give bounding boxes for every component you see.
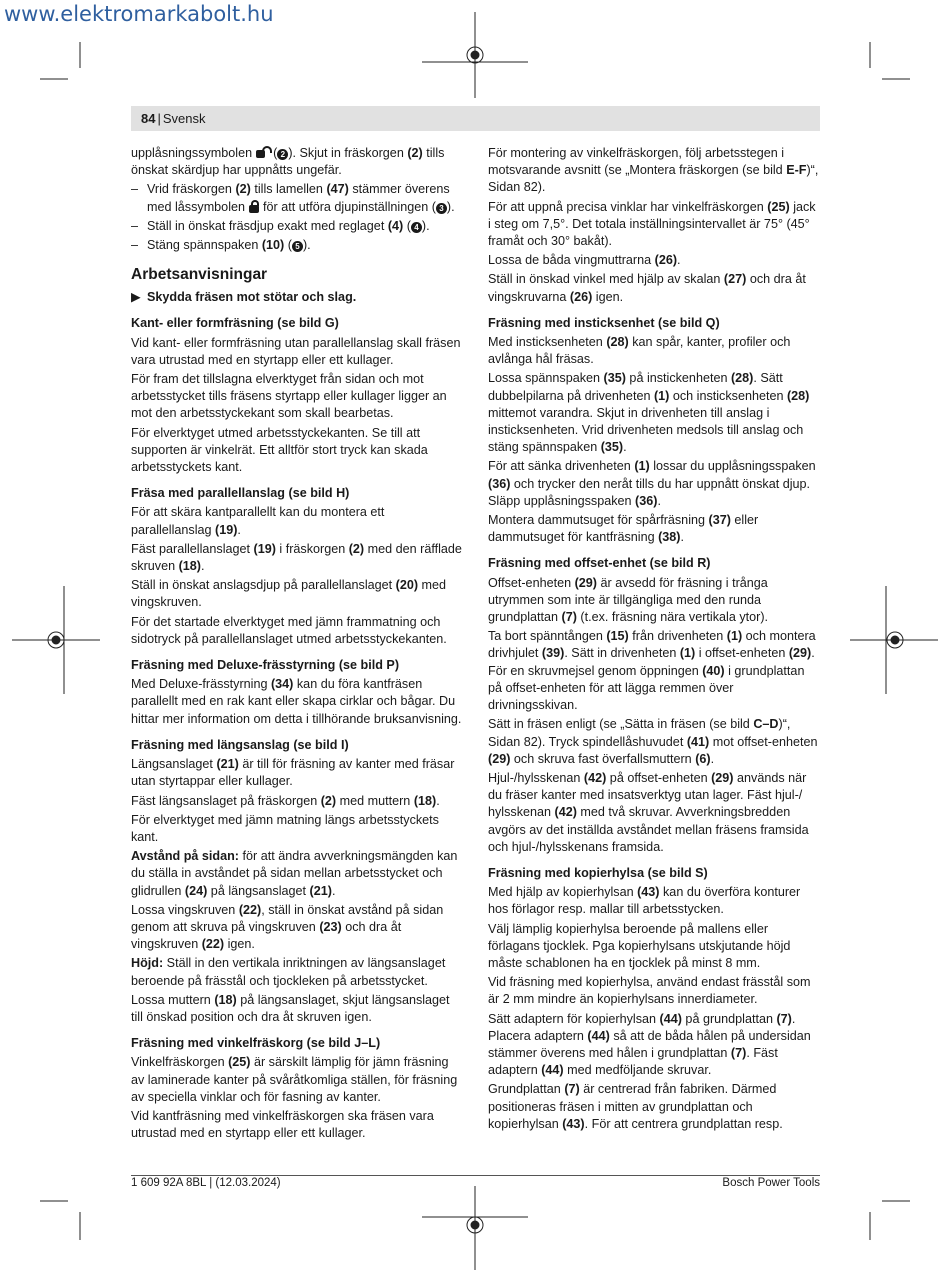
header-separator: | <box>157 111 161 126</box>
registration-mark-icon <box>850 586 938 694</box>
registration-mark-icon <box>12 586 100 694</box>
paragraph: Lossa spännspaken (35) på instickenheten (28). Sätt dubbelpilarna på drivenheten (1) och insticksenheten (28) mittemot varandra. Skjut in drivenheten till anslag i insticksenheten. Vrid drivenheten medsols till anslag och stäng spännspaken (35). <box>488 371 810 455</box>
subheading: Fräsa med parallellanslag (se bild H) <box>131 486 350 501</box>
warning-arrow-icon: ▶ <box>131 290 141 305</box>
page-number: 84 <box>141 111 156 126</box>
list-item: – Ställ in önskat fräsdjup exakt med reglaget (4) ( 4 ). <box>131 218 430 233</box>
step-number-icon: 4 <box>411 222 422 233</box>
paragraph: Höjd: Ställ in den vertikala inriktningen av längsanslaget beroende på frässtål och tjockleken på arbetsstycket. <box>131 956 446 988</box>
paragraph: För fram det tillslagna elverktyget från sidan och mot arbetsstycket tills fräsens styrtapp eller kullager ligger an mot den arbetsstyckekant som skall bearbetas. <box>131 372 447 421</box>
paragraph: För det startade elverktyget med jämn frammatning och sidotryck på parallellanslaget utmed arbetsstyckekanten. <box>131 614 447 646</box>
paragraph: För elverktyget med jämn matning längs arbetsstyckets kant. <box>131 812 439 844</box>
subheading: Fräsning med längsanslag (se bild I) <box>131 737 349 752</box>
paragraph: För att sänka drivenheten (1) lossar du upplåsningsspaken (36) och trycker den neråt tills du har uppnått önskat djup. Släpp upplåsningsspaken (36). <box>488 459 816 508</box>
subheading: Fräsning med Deluxe-frässtyrning (se bild P) <box>131 658 400 673</box>
paragraph: Längsanslaget (21) är till för fräsning av kanter med fräsar utan styrtappar eller kullager. <box>131 757 455 789</box>
footer-divider <box>131 1175 820 1176</box>
step-number-icon: 3 <box>436 203 447 214</box>
paragraph: Lossa de båda vingmuttrarna (26). <box>488 253 681 268</box>
section-title: Arbetsanvisningar <box>131 266 268 284</box>
list-item: – Vrid fräskorgen (2) tills lamellen (47) stämmer överens med låssymbolen för att utföra djupinställningen ( 3 ). <box>131 182 455 214</box>
paragraph: Välj lämplig kopierhylsa beroende på mallens eller förlagans tjocklek. Pga kopierhylsans utskjutande höjd måste schablonen ha en tjocklek på minst 8 mm. <box>488 921 791 970</box>
right-column <box>488 145 821 1135</box>
subheading: Fräsning med offset-enhet (se bild R) <box>488 556 711 571</box>
paragraph: Ta bort spänntången (15) från drivenheten (1) och montera drivhjulet (39). Sätt in drivenheten (1) i offset-enheten (29). För en skruvmejsel genom öppningen (40) i grundplattan på offset-enheten för att lägga remmen över drivningsskivan. <box>488 629 816 713</box>
registration-mark-icon <box>422 1186 528 1270</box>
paragraph: Lossa muttern (18) på längsanslaget, skjut längsanslaget till önskad position och dra åt skruven igen. <box>131 992 450 1024</box>
left-column <box>131 145 464 1144</box>
paragraph: Vid kant- eller formfräsning utan parallellanslag skall fräsen vara utrustad med en styrtapp eller ett kullager. <box>131 335 461 367</box>
paragraph: Hjul-/hylsskenan (42) på offset-enheten (29) används när du fräser kanter med insatsverktyg utan lager. Fäst hjul-/ hylsskenan (42) med två skruvar. Avverkningsbredden avgörs av det inställda avståndet mellan fräsens framsida och hjul-/hylsskenans framsida. <box>488 770 809 854</box>
paragraph: Vid kantfräsning med vinkelfräskorgen ska fräsen vara utrustad med en styrtapp eller ett kullager. <box>131 1108 434 1141</box>
paragraph: upplåsningssymbolen ( 2 ). Skjut in fräskorgen (2) tills önskat skärdjup har uppnåtts ungefär. <box>131 146 445 178</box>
paragraph: Vid fräsning med kopierhylsa, använd endast frässtål som är 2 mm mindre än kopierhylsans innerdiameter. <box>488 975 811 1007</box>
paragraph: För att uppnå precisa vinklar har vinkelfräskorgen (25) jack i steg om 7,5°. Det totala inställningsintervallet är 75° (45° framåt och 30° bakåt). <box>488 199 816 249</box>
paragraph: Lossa vingskruven (22), ställ in önskat avstånd på sidan genom att skruva på vingskruven (23) och dra åt vingskruven (22) igen. <box>131 902 444 952</box>
paragraph: Sätt adaptern för kopierhylsan (44) på grundplattan (7). Placera adaptern (44) så att de båda hålen på undersidan stämmer överens med hålen i grundplattan (7). Fäst adaptern (44) med medföljande skruvar. <box>488 1011 811 1078</box>
paragraph: Med Deluxe-frässtyrning (34) kan du föra kantfräsen parallellt med en rak kant eller skapa cirklar och bågar. Du hittar mer information om detta i tillhörande bruksanvisning. <box>131 677 462 726</box>
paragraph: Vinkelfräskorgen (25) är särskilt lämplig för jämn fräsning av laminerade kanter på svåråtkomliga ställen, för fräsning av speciella vinklar och för fasning av kanter. <box>131 1055 458 1104</box>
footer-brand: Bosch Power Tools <box>722 1177 820 1189</box>
warning: ▶ Skydda fräsen mot stötar och slag. <box>131 289 464 306</box>
watermark: www.elektromarkabolt.hu <box>4 2 274 26</box>
paragraph: Fäst längsanslaget på fräskorgen (2) med muttern (18). <box>131 793 440 808</box>
subheading: Fräsning med insticksenhet (se bild Q) <box>488 315 720 330</box>
page-header <box>131 106 820 131</box>
paragraph: Ställ in önskad vinkel med hjälp av skalan (27) och dra åt vingskruvarna (26) igen. <box>488 272 806 304</box>
paragraph: För elverktyget utmed arbetsstyckekanten. Se till att supporten är vinkelrät. Ett alltför stort tryck kan skada arbetsstyckets kant. <box>131 425 428 475</box>
paragraph: Offset-enheten (29) är avsedd för fräsning i trånga utrymmen som inte är tillgängliga med den runda grundplattan (7) (t.ex. fräsning nära vertikala ytor). <box>488 575 769 625</box>
list-item: – Stäng spännspaken (10) ( 5 ). <box>131 238 311 253</box>
footer-doc-number: 1 609 92A 8BL | (12.03.2024) <box>131 1177 281 1189</box>
subheading: Fräsning med vinkelfräskorg (se bild J–L) <box>131 1036 381 1051</box>
paragraph: För att skära kantparallellt kan du montera ett parallellanslag (19). <box>131 505 385 537</box>
subheading: Fräsning med kopierhylsa (se bild S) <box>488 865 708 880</box>
paragraph: Ställ in önskat anslagsdjup på parallellanslaget (20) med vingskruven. <box>131 578 447 610</box>
registration-mark-icon <box>422 12 528 98</box>
paragraph: Avstånd på sidan: för att ändra avverkningsmängden kan du ställa in avståndet på sidan mellan arbetsstycket och glidrullen (24) på längsanslaget (21). <box>131 849 458 898</box>
step-number-icon: 5 <box>292 241 303 252</box>
paragraph: Montera dammutsuget för spårfräsning (37) eller dammutsuget för kantfräsning (38). <box>488 513 759 545</box>
unlock-icon <box>256 147 270 158</box>
subheading: Kant- eller formfräsning (se bild G) <box>131 316 339 331</box>
lock-icon <box>249 201 260 212</box>
paragraph: Fäst parallellanslaget (19) i fräskorgen (2) med den räfflade skruven (18). <box>131 541 462 574</box>
paragraph: Sätt in fräsen enligt (se „Sätta in fräsen (se bild C–D)“, Sidan 82). Tryck spindellåshuvudet (41) mot offset-enheten (29) och skruva fast överfallsmuttern (6). <box>488 717 818 766</box>
paragraph: För montering av vinkelfräskorgen, följ arbetsstegen i motsvarande avsnitt (se „Montera fräskorgen (se bild E-F)“, Sidan 82). <box>488 146 819 195</box>
header-language: Svensk <box>162 111 206 126</box>
paragraph: Med hjälp av kopierhylsan (43) kan du överföra konturer hos förlagor resp. mallar till arbetsstycken. <box>488 885 801 917</box>
step-number-icon: 2 <box>277 149 288 160</box>
paragraph: Med insticksenheten (28) kan spår, kanter, profiler och avlånga hål fräsas. <box>488 335 791 367</box>
instruction-list <box>131 181 464 254</box>
paragraph: Grundplattan (7) är centrerad från fabriken. Därmed positioneras fräsen i mitten av grundplattan och kopierhylsan (43). För att centrera grundplattan resp. <box>488 1082 783 1131</box>
